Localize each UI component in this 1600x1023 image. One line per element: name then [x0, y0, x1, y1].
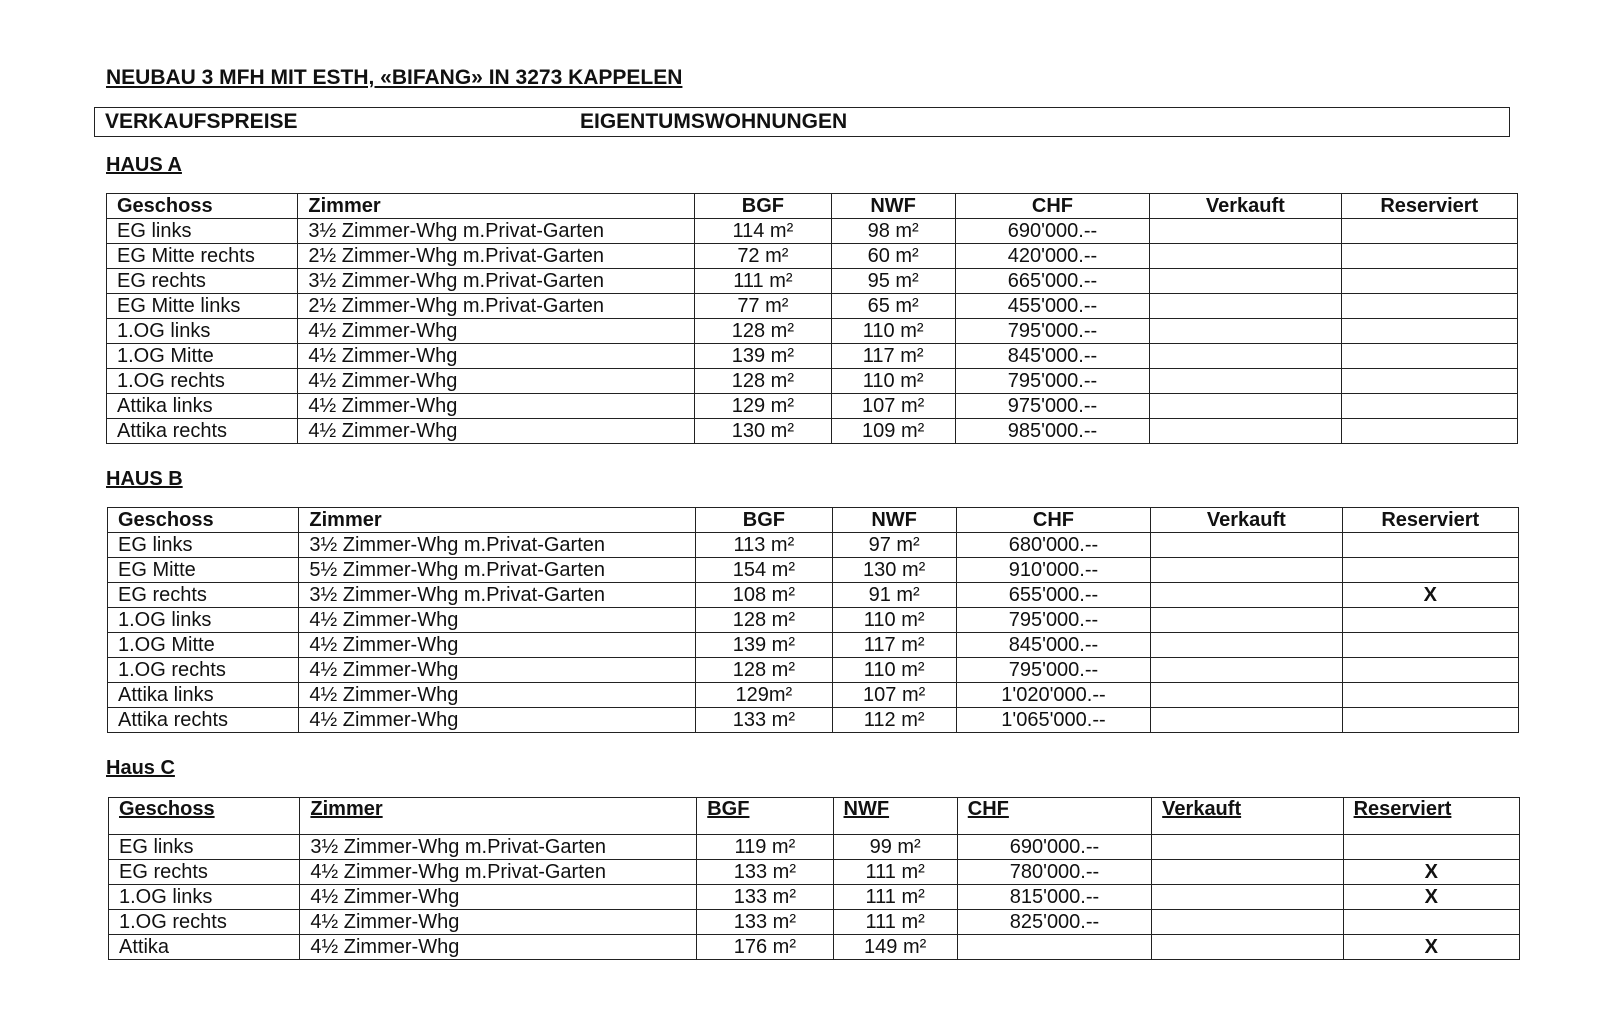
cell-reserviert: [1343, 835, 1519, 860]
cell-bgf: 129 m²: [695, 394, 831, 419]
cell-geschoss: EG rechts: [107, 269, 298, 294]
column-header-zimmer: Zimmer: [299, 508, 696, 533]
table-row: [108, 533, 1519, 558]
table-row: [107, 369, 1518, 394]
table-row: [108, 708, 1519, 733]
cell-nwf: 91 m²: [832, 583, 956, 608]
cell-reserviert: [1342, 533, 1518, 558]
cell-reserviert: [1341, 219, 1517, 244]
cell-verkauft: [1152, 835, 1343, 860]
cell-zimmer: 2½ Zimmer-Whg m.Privat-Garten: [298, 244, 695, 269]
cell-chf: 795'000.--: [956, 658, 1150, 683]
cell-chf: 845'000.--: [956, 633, 1150, 658]
cell-bgf: 130 m²: [695, 419, 831, 444]
cell-geschoss: EG links: [109, 835, 300, 860]
cell-reserviert: [1341, 244, 1517, 269]
cell-verkauft: [1152, 935, 1343, 960]
cell-bgf: 108 m²: [696, 583, 832, 608]
column-header-verkauft: Verkauft: [1150, 194, 1341, 219]
cell-chf: 975'000.--: [955, 394, 1149, 419]
cell-bgf: 72 m²: [695, 244, 831, 269]
column-header-zimmer: Zimmer: [300, 798, 697, 835]
cell-nwf: 110 m²: [831, 319, 955, 344]
cell-nwf: 99 m²: [833, 835, 957, 860]
cell-nwf: 149 m²: [833, 935, 957, 960]
cell-zimmer: 4½ Zimmer-Whg m.Privat-Garten: [300, 860, 697, 885]
table-row: [109, 935, 1520, 960]
column-header-nwf: NWF: [832, 508, 956, 533]
cell-verkauft: [1150, 269, 1341, 294]
cell-zimmer: 4½ Zimmer-Whg: [298, 344, 695, 369]
cell-zimmer: 3½ Zimmer-Whg m.Privat-Garten: [299, 533, 696, 558]
cell-nwf: 130 m²: [832, 558, 956, 583]
column-header-chf: CHF: [955, 194, 1149, 219]
cell-reserviert: [1342, 658, 1518, 683]
cell-reserviert: [1342, 608, 1518, 633]
cell-verkauft: [1151, 658, 1342, 683]
cell-bgf: 128 m²: [695, 319, 831, 344]
column-header-bgf: BGF: [696, 508, 832, 533]
cell-geschoss: EG links: [108, 533, 299, 558]
cell-zimmer: 4½ Zimmer-Whg: [299, 708, 696, 733]
cell-reserviert: X: [1343, 885, 1519, 910]
cell-geschoss: 1.OG rechts: [108, 658, 299, 683]
cell-nwf: 97 m²: [832, 533, 956, 558]
cell-zimmer: 4½ Zimmer-Whg: [298, 394, 695, 419]
cell-nwf: 110 m²: [831, 369, 955, 394]
cell-nwf: 107 m²: [832, 683, 956, 708]
cell-reserviert: [1341, 269, 1517, 294]
cell-zimmer: 4½ Zimmer-Whg: [298, 369, 695, 394]
cell-reserviert: [1341, 394, 1517, 419]
cell-chf: 815'000.--: [957, 885, 1151, 910]
cell-chf: 690'000.--: [955, 219, 1149, 244]
cell-verkauft: [1150, 294, 1341, 319]
cell-zimmer: 4½ Zimmer-Whg: [300, 935, 697, 960]
cell-geschoss: Attika rechts: [108, 708, 299, 733]
cell-verkauft: [1151, 558, 1342, 583]
cell-geschoss: 1.OG links: [108, 608, 299, 633]
section-title-haus-b: HAUS B: [106, 468, 183, 490]
cell-nwf: 65 m²: [831, 294, 955, 319]
header-verkaufspreise: VERKAUFSPREISE: [105, 110, 298, 133]
cell-nwf: 111 m²: [833, 910, 957, 935]
table-row: [108, 683, 1519, 708]
cell-geschoss: 1.OG links: [109, 885, 300, 910]
cell-geschoss: Attika links: [108, 683, 299, 708]
cell-reserviert: [1342, 708, 1518, 733]
header-eigentumswohnungen: EIGENTUMSWOHNUNGEN: [580, 110, 848, 133]
cell-bgf: 119 m²: [697, 835, 833, 860]
table-row: [108, 583, 1519, 608]
cell-bgf: 133 m²: [697, 860, 833, 885]
table-row: [109, 835, 1520, 860]
cell-geschoss: Attika: [109, 935, 300, 960]
cell-zimmer: 4½ Zimmer-Whg: [298, 419, 695, 444]
cell-verkauft: [1150, 369, 1341, 394]
cell-nwf: 117 m²: [831, 344, 955, 369]
cell-nwf: 110 m²: [832, 608, 956, 633]
table-row: [109, 860, 1520, 885]
column-header-chf: CHF: [957, 798, 1151, 835]
cell-verkauft: [1150, 219, 1341, 244]
cell-zimmer: 4½ Zimmer-Whg: [300, 885, 697, 910]
cell-nwf: 117 m²: [832, 633, 956, 658]
cell-zimmer: 4½ Zimmer-Whg: [299, 658, 696, 683]
cell-chf: 795'000.--: [955, 369, 1149, 394]
cell-geschoss: EG links: [107, 219, 298, 244]
table-row: [107, 394, 1518, 419]
table-row: [107, 269, 1518, 294]
column-header-geschoss: Geschoss: [108, 508, 299, 533]
cell-bgf: 133 m²: [696, 708, 832, 733]
table-row: [107, 244, 1518, 269]
cell-geschoss: EG Mitte: [108, 558, 299, 583]
column-header-nwf: NWF: [831, 194, 955, 219]
cell-chf: 455'000.--: [955, 294, 1149, 319]
cell-verkauft: [1151, 683, 1342, 708]
cell-chf: 780'000.--: [957, 860, 1151, 885]
table-row: [108, 633, 1519, 658]
cell-verkauft: [1151, 608, 1342, 633]
cell-zimmer: 3½ Zimmer-Whg m.Privat-Garten: [299, 583, 696, 608]
cell-reserviert: [1342, 558, 1518, 583]
cell-bgf: 128 m²: [696, 608, 832, 633]
cell-bgf: 133 m²: [697, 910, 833, 935]
cell-chf: [957, 935, 1151, 960]
cell-reserviert: [1341, 319, 1517, 344]
cell-geschoss: Attika links: [107, 394, 298, 419]
cell-geschoss: EG rechts: [108, 583, 299, 608]
table-header-row: [109, 798, 1520, 835]
cell-verkauft: [1152, 910, 1343, 935]
cell-reserviert: [1341, 369, 1517, 394]
cell-nwf: 95 m²: [831, 269, 955, 294]
cell-chf: 680'000.--: [956, 533, 1150, 558]
cell-zimmer: 3½ Zimmer-Whg m.Privat-Garten: [300, 835, 697, 860]
cell-verkauft: [1152, 860, 1343, 885]
cell-bgf: 139 m²: [695, 344, 831, 369]
cell-nwf: 112 m²: [832, 708, 956, 733]
column-header-bgf: BGF: [695, 194, 831, 219]
cell-bgf: 139 m²: [696, 633, 832, 658]
cell-geschoss: EG Mitte links: [107, 294, 298, 319]
cell-verkauft: [1151, 708, 1342, 733]
cell-bgf: 114 m²: [695, 219, 831, 244]
column-header-verkauft: Verkauft: [1151, 508, 1342, 533]
cell-bgf: 128 m²: [696, 658, 832, 683]
cell-chf: 690'000.--: [957, 835, 1151, 860]
column-header-reserviert: Reserviert: [1343, 798, 1519, 835]
cell-nwf: 60 m²: [831, 244, 955, 269]
table-header-row: [108, 508, 1519, 533]
cell-bgf: 176 m²: [697, 935, 833, 960]
cell-nwf: 111 m²: [833, 860, 957, 885]
section-title-haus-c: Haus C: [106, 757, 175, 779]
table-row: [107, 344, 1518, 369]
cell-verkauft: [1151, 633, 1342, 658]
table-row: [107, 294, 1518, 319]
cell-reserviert: X: [1343, 935, 1519, 960]
cell-reserviert: [1341, 344, 1517, 369]
cell-reserviert: [1342, 683, 1518, 708]
cell-zimmer: 3½ Zimmer-Whg m.Privat-Garten: [298, 219, 695, 244]
cell-zimmer: 4½ Zimmer-Whg: [299, 683, 696, 708]
table-row: [107, 419, 1518, 444]
cell-reserviert: [1341, 419, 1517, 444]
column-header-geschoss: Geschoss: [107, 194, 298, 219]
cell-zimmer: 3½ Zimmer-Whg m.Privat-Garten: [298, 269, 695, 294]
cell-chf: 1'020'000.--: [956, 683, 1150, 708]
cell-geschoss: EG rechts: [109, 860, 300, 885]
cell-bgf: 129m²: [696, 683, 832, 708]
cell-geschoss: 1.OG Mitte: [107, 344, 298, 369]
table-row: [108, 658, 1519, 683]
cell-geschoss: Attika rechts: [107, 419, 298, 444]
cell-nwf: 111 m²: [833, 885, 957, 910]
table-row: [108, 558, 1519, 583]
cell-zimmer: 4½ Zimmer-Whg: [299, 633, 696, 658]
cell-geschoss: EG Mitte rechts: [107, 244, 298, 269]
cell-reserviert: X: [1342, 583, 1518, 608]
table-row: [107, 219, 1518, 244]
cell-bgf: 113 m²: [696, 533, 832, 558]
column-header-reserviert: Reserviert: [1341, 194, 1517, 219]
table-haus-b: [107, 507, 1519, 733]
table-row: [107, 319, 1518, 344]
cell-chf: 420'000.--: [955, 244, 1149, 269]
table-row: [108, 608, 1519, 633]
cell-verkauft: [1150, 244, 1341, 269]
column-header-verkauft: Verkauft: [1152, 798, 1343, 835]
cell-chf: 845'000.--: [955, 344, 1149, 369]
cell-chf: 825'000.--: [957, 910, 1151, 935]
cell-reserviert: [1343, 910, 1519, 935]
column-header-reserviert: Reserviert: [1342, 508, 1518, 533]
column-header-geschoss: Geschoss: [109, 798, 300, 835]
cell-verkauft: [1151, 583, 1342, 608]
cell-zimmer: 4½ Zimmer-Whg: [298, 319, 695, 344]
cell-nwf: 107 m²: [831, 394, 955, 419]
cell-bgf: 77 m²: [695, 294, 831, 319]
cell-chf: 910'000.--: [956, 558, 1150, 583]
cell-chf: 655'000.--: [956, 583, 1150, 608]
cell-verkauft: [1152, 885, 1343, 910]
cell-verkauft: [1150, 344, 1341, 369]
cell-nwf: 110 m²: [832, 658, 956, 683]
table-header-row: [107, 194, 1518, 219]
cell-verkauft: [1150, 319, 1341, 344]
cell-zimmer: 4½ Zimmer-Whg: [299, 608, 696, 633]
column-header-chf: CHF: [956, 508, 1150, 533]
cell-reserviert: [1341, 294, 1517, 319]
cell-geschoss: 1.OG links: [107, 319, 298, 344]
cell-verkauft: [1151, 533, 1342, 558]
cell-geschoss: 1.OG Mitte: [108, 633, 299, 658]
cell-chf: 1'065'000.--: [956, 708, 1150, 733]
cell-zimmer: 2½ Zimmer-Whg m.Privat-Garten: [298, 294, 695, 319]
cell-bgf: 111 m²: [695, 269, 831, 294]
cell-zimmer: 4½ Zimmer-Whg: [300, 910, 697, 935]
table-haus-a: [106, 193, 1518, 444]
cell-zimmer: 5½ Zimmer-Whg m.Privat-Garten: [299, 558, 696, 583]
cell-geschoss: 1.OG rechts: [109, 910, 300, 935]
cell-verkauft: [1150, 394, 1341, 419]
header-box: [94, 107, 1510, 137]
cell-chf: 665'000.--: [955, 269, 1149, 294]
document-title: NEUBAU 3 MFH MIT ESTH, «BIFANG» IN 3273 KAPPELEN: [106, 66, 683, 89]
cell-chf: 795'000.--: [956, 608, 1150, 633]
column-header-nwf: NWF: [833, 798, 957, 835]
cell-chf: 985'000.--: [955, 419, 1149, 444]
cell-bgf: 154 m²: [696, 558, 832, 583]
cell-bgf: 133 m²: [697, 885, 833, 910]
cell-reserviert: [1342, 633, 1518, 658]
cell-nwf: 98 m²: [831, 219, 955, 244]
cell-chf: 795'000.--: [955, 319, 1149, 344]
table-row: [109, 910, 1520, 935]
cell-reserviert: X: [1343, 860, 1519, 885]
cell-bgf: 128 m²: [695, 369, 831, 394]
cell-nwf: 109 m²: [831, 419, 955, 444]
column-header-zimmer: Zimmer: [298, 194, 695, 219]
table-row: [109, 885, 1520, 910]
cell-verkauft: [1150, 419, 1341, 444]
section-title-haus-a: HAUS A: [106, 154, 182, 176]
column-header-bgf: BGF: [697, 798, 833, 835]
table-haus-c: [108, 797, 1520, 960]
cell-geschoss: 1.OG rechts: [107, 369, 298, 394]
